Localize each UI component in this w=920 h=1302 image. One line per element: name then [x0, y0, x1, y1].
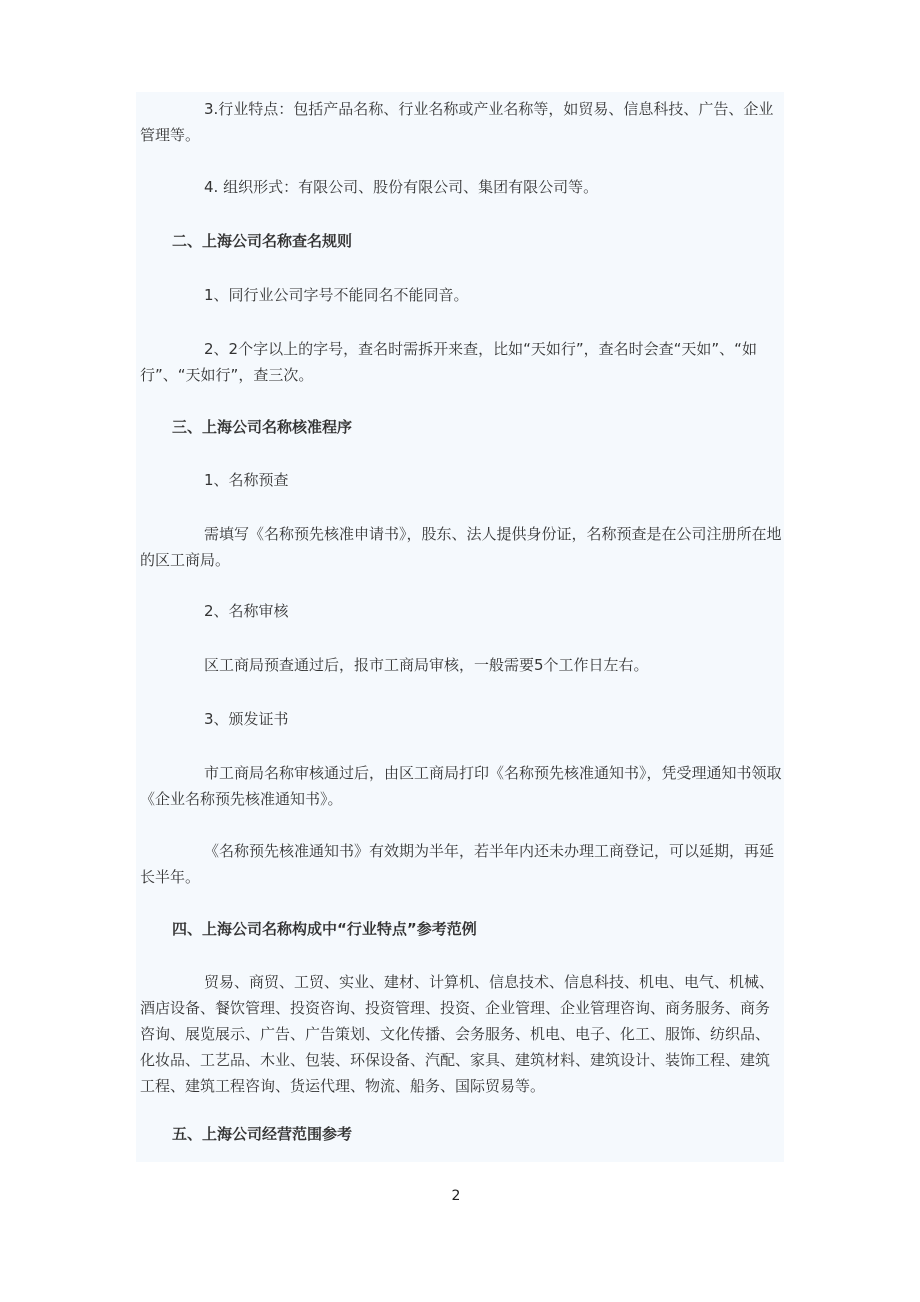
- paragraph-validity: 《名称预先核准通知书》有效期为半年，若半年内还未办理工商登记，可以延期，再延长半年。: [140, 842, 775, 886]
- paragraph-step-3-title: 3、颁发证书: [204, 710, 289, 728]
- heading-approval-procedure: 三、上海公司名称核准程序: [172, 418, 353, 436]
- page-number: 2: [451, 1188, 461, 1204]
- heading-business-scope: 五、上海公司经营范围参考: [172, 1125, 353, 1143]
- paragraph-step-1-title: 1、名称预查: [204, 471, 289, 489]
- paragraph-step-3-detail: 市工商局名称审核通过后，由区工商局打印《名称预先核准通知书》，凭受理通知书领取《企业名称预先核准通知书》。: [140, 764, 782, 808]
- paragraph-organization-form: 4. 组织形式：有限公司、股份有限公司、集团有限公司等。: [204, 178, 599, 196]
- heading-name-search-rules: 二、上海公司名称查名规则: [172, 232, 353, 250]
- paragraph-industry-examples-list: 贸易、商贸、工贸、实业、建材、计算机、信息技术、信息科技、机电、电气、机械、酒店设备、餐饮管理、投资咨询、投资管理、投资、企业管理、企业管理咨询、商务服务、商务咨询、展览展示、广告、广告策划、文化传播、会务服务、机电、电子、化工、服饰、纺织品、化妆品、工艺品、木业、包装、环保设备、汽配、家具、建筑材料、建筑设计、装饰工程、建筑工程、建筑工程咨询、货运代理、物流、船务、国际贸易等。: [140, 973, 775, 1095]
- paragraph-step-2-detail: 区工商局预查通过后，报市工商局审核，一般需要5个工作日左右。: [204, 656, 649, 674]
- paragraph-step-2-title: 2、名称审核: [204, 602, 289, 620]
- paragraph-rule-1: 1、同行业公司字号不能同名不能同音。: [204, 286, 469, 304]
- paragraph-step-1-detail: 需填写《名称预先核准申请书》，股东、法人提供身份证，名称预查是在公司注册所在地的区工商局。: [140, 525, 782, 569]
- heading-industry-examples: 四、上海公司名称构成中“行业特点”参考范例: [172, 920, 477, 938]
- paragraph-industry-feature: 3.行业特点：包括产品名称、行业名称或产业名称等，如贸易、信息科技、广告、企业管理等。: [140, 100, 774, 144]
- paragraph-rule-2: 2、2个字以上的字号，查名时需拆开来查，比如“天如行”，查名时会查“天如”、“如行”、“天如行”，查三次。: [140, 340, 757, 384]
